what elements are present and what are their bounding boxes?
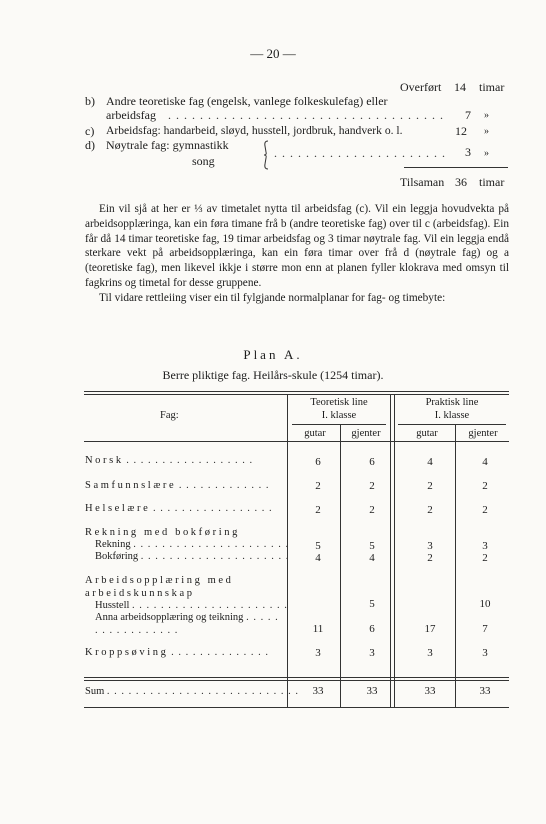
cell: 2: [369, 480, 375, 492]
row-leader: . . . . . . . . . . . . . . . . . . . . . .: [133, 539, 290, 550]
table-row: [95, 551, 289, 562]
cell: 3: [427, 540, 433, 552]
item-c-line1: Arbeidsfag: handarbeid, sløyd, husstell, jordbruk, handverk o. l.: [106, 124, 403, 137]
cell: 2: [482, 552, 488, 564]
item-d-line2: song: [192, 154, 215, 168]
cell: 4: [427, 456, 433, 468]
carried-unit: timar: [479, 80, 505, 94]
group-heading: Arbeidsopplæring med arbeidskunnskap: [85, 575, 234, 599]
item-b-letter: b): [85, 94, 95, 108]
item-b-value: 7: [465, 108, 471, 122]
row-leader: . . . . . . . . . . . . . . . . . .: [126, 455, 254, 466]
cell: 2: [315, 504, 321, 516]
table-top-rule-2: [84, 394, 509, 395]
cell: 3: [315, 647, 321, 659]
table-row: [85, 480, 270, 491]
row-leader: . . . . . . . . . . . . . . . . . . . . . . . . . . .: [106, 686, 300, 697]
table-row: [85, 455, 253, 466]
row-label: Samfunnslære: [85, 480, 177, 491]
cell: 2: [427, 504, 433, 516]
cell: 5: [369, 598, 375, 610]
sum-row: [85, 686, 299, 697]
cell: 10: [479, 598, 491, 610]
brace-icon: [262, 140, 274, 170]
table-sum-rule-2: [84, 680, 509, 681]
total-value: 36: [455, 175, 467, 189]
row-label: Norsk: [85, 455, 124, 466]
cell: 2: [482, 504, 488, 516]
cell: 11: [312, 623, 324, 635]
item-b-unit: »: [484, 110, 489, 121]
cell: 33: [424, 685, 436, 697]
group1-line2: I. klasse: [321, 410, 357, 421]
cell: 7: [482, 623, 488, 635]
cell: 33: [312, 685, 324, 697]
cell: 3: [427, 647, 433, 659]
paragraph-2: Til vidare rettleiing viser ein til fylgjande normalplanar for fag- og timebyte:: [99, 291, 446, 304]
total-label: Tilsaman: [400, 175, 445, 189]
carried-label: Overført: [400, 80, 442, 94]
cell: 6: [369, 623, 375, 635]
plan-title: Plan A.: [243, 347, 303, 362]
row-label: Rekning: [95, 539, 131, 550]
row-label: Helselære: [85, 503, 151, 514]
cell: 3: [369, 647, 375, 659]
row-leader: . . . . . . . . . . . . . . . . . . . . .: [140, 551, 290, 562]
cell: 3: [482, 647, 488, 659]
col-gutar-1: gutar: [304, 428, 326, 439]
cell: 33: [479, 685, 491, 697]
plan-subtitle: Berre pliktige fag. Heilårs-skule (1254 timar).: [162, 368, 384, 382]
item-d-unit: »: [484, 148, 489, 159]
cell: 2: [427, 480, 433, 492]
group2-rule: [398, 424, 506, 425]
table-row: [85, 647, 269, 658]
row-label: Anna arbeidsopplæring og teikning: [95, 612, 244, 623]
row-leader: . . . . . . . . . . . . . . . . .: [95, 612, 279, 636]
cell: 4: [369, 552, 375, 564]
row-leader: . . . . . . . . . . . . . .: [171, 647, 269, 658]
cell: 6: [315, 456, 321, 468]
col-gutar-2: gutar: [416, 428, 438, 439]
cell: 5: [369, 540, 375, 552]
cell: 33: [366, 685, 378, 697]
carried-value: 14: [454, 80, 466, 94]
cell: 6: [369, 456, 375, 468]
group2-line1: Praktisk line: [425, 397, 479, 408]
row-label: Bokføring: [95, 551, 139, 562]
item-b-line1: Andre teoretiske fag (engelsk, vanlege folkeskulefag) eller: [106, 94, 388, 108]
item-d-letter: d): [85, 138, 95, 152]
cell: 2: [427, 552, 433, 564]
table-row: [95, 612, 281, 637]
group2-line2: I. klasse: [434, 410, 470, 421]
cell: 4: [482, 456, 488, 468]
fag-header: Fag:: [160, 410, 179, 421]
group-heading: Rekning med bokføring: [85, 527, 240, 538]
item-d-value: 3: [465, 145, 471, 159]
total-unit: timar: [479, 175, 505, 189]
col-gjenter-2: gjenter: [468, 428, 498, 439]
col-gjenter-1: gjenter: [351, 428, 381, 439]
row-label: Husstell: [95, 600, 130, 611]
row-label: Kroppsøving: [85, 647, 169, 658]
cell: 17: [424, 623, 436, 635]
item-d-line1: Nøytrale fag: gymnastikk: [106, 138, 229, 152]
table-row: [85, 503, 273, 514]
group1-line1: Teoretisk line: [310, 397, 368, 408]
col-rule-3: [394, 394, 395, 707]
table-sum-rule: [84, 677, 509, 678]
item-d-leader: . . . . . . . . . . . . . . . . . . . . . .: [274, 146, 446, 160]
item-c-unit: »: [484, 126, 489, 137]
cell: 2: [315, 480, 321, 492]
item-b-leader: . . . . . . . . . . . . . . . . . . . . . . . . . . . . . . . . . . .: [168, 108, 444, 122]
page-number: — 20 —: [250, 46, 296, 61]
table-header-rule: [84, 441, 509, 442]
item-c-value: 12: [455, 124, 467, 138]
group1-rule: [292, 424, 386, 425]
table-bottom-rule: [84, 707, 509, 708]
row-label: Sum: [85, 686, 105, 697]
paragraph-1: Ein vil sjå at her er ⅓ av timetalet nytta til arbeidsfag (c). Vil ein leggja hovudvekta på arbeidsopplæringa, kan ein føra timane frå b (andre teoretiske fag) over til c (arbeidsfag). Ein får då 14 timar teoretiske fag, 19 timar arbeidsfag og 3 timar nøytrale fag. Vil ein leggja endå sterkare vekt på arbeidsopplæringa, kan ein føra timar over frå d (nøytrale fag) og a (teoretiske fag), men likevel ikkje i større mon enn at planen fyller klokrava med omsyn til fagkrins og timetal for desse gruppene.: [85, 203, 509, 289]
row-leader: . . . . . . . . . . . . . . . . .: [153, 503, 273, 514]
table-row: [95, 600, 288, 611]
table-row: [95, 539, 289, 550]
row-leader: . . . . . . . . . . . . . . . . . . . . . .: [132, 600, 288, 611]
col-rule-4: [340, 424, 341, 707]
cell: 2: [482, 480, 488, 492]
cell: 2: [369, 504, 375, 516]
body-text: [85, 202, 509, 306]
col-rule-5: [455, 424, 456, 707]
table-top-rule: [84, 391, 509, 392]
row-leader: . . . . . . . . . . . . .: [178, 480, 270, 491]
item-c-letter: c): [85, 124, 95, 138]
item-b-line2: arbeidsfag: [106, 108, 156, 122]
sum-rule: [404, 167, 508, 168]
cell: 3: [482, 540, 488, 552]
cell: 4: [315, 552, 321, 564]
cell: 5: [315, 540, 321, 552]
